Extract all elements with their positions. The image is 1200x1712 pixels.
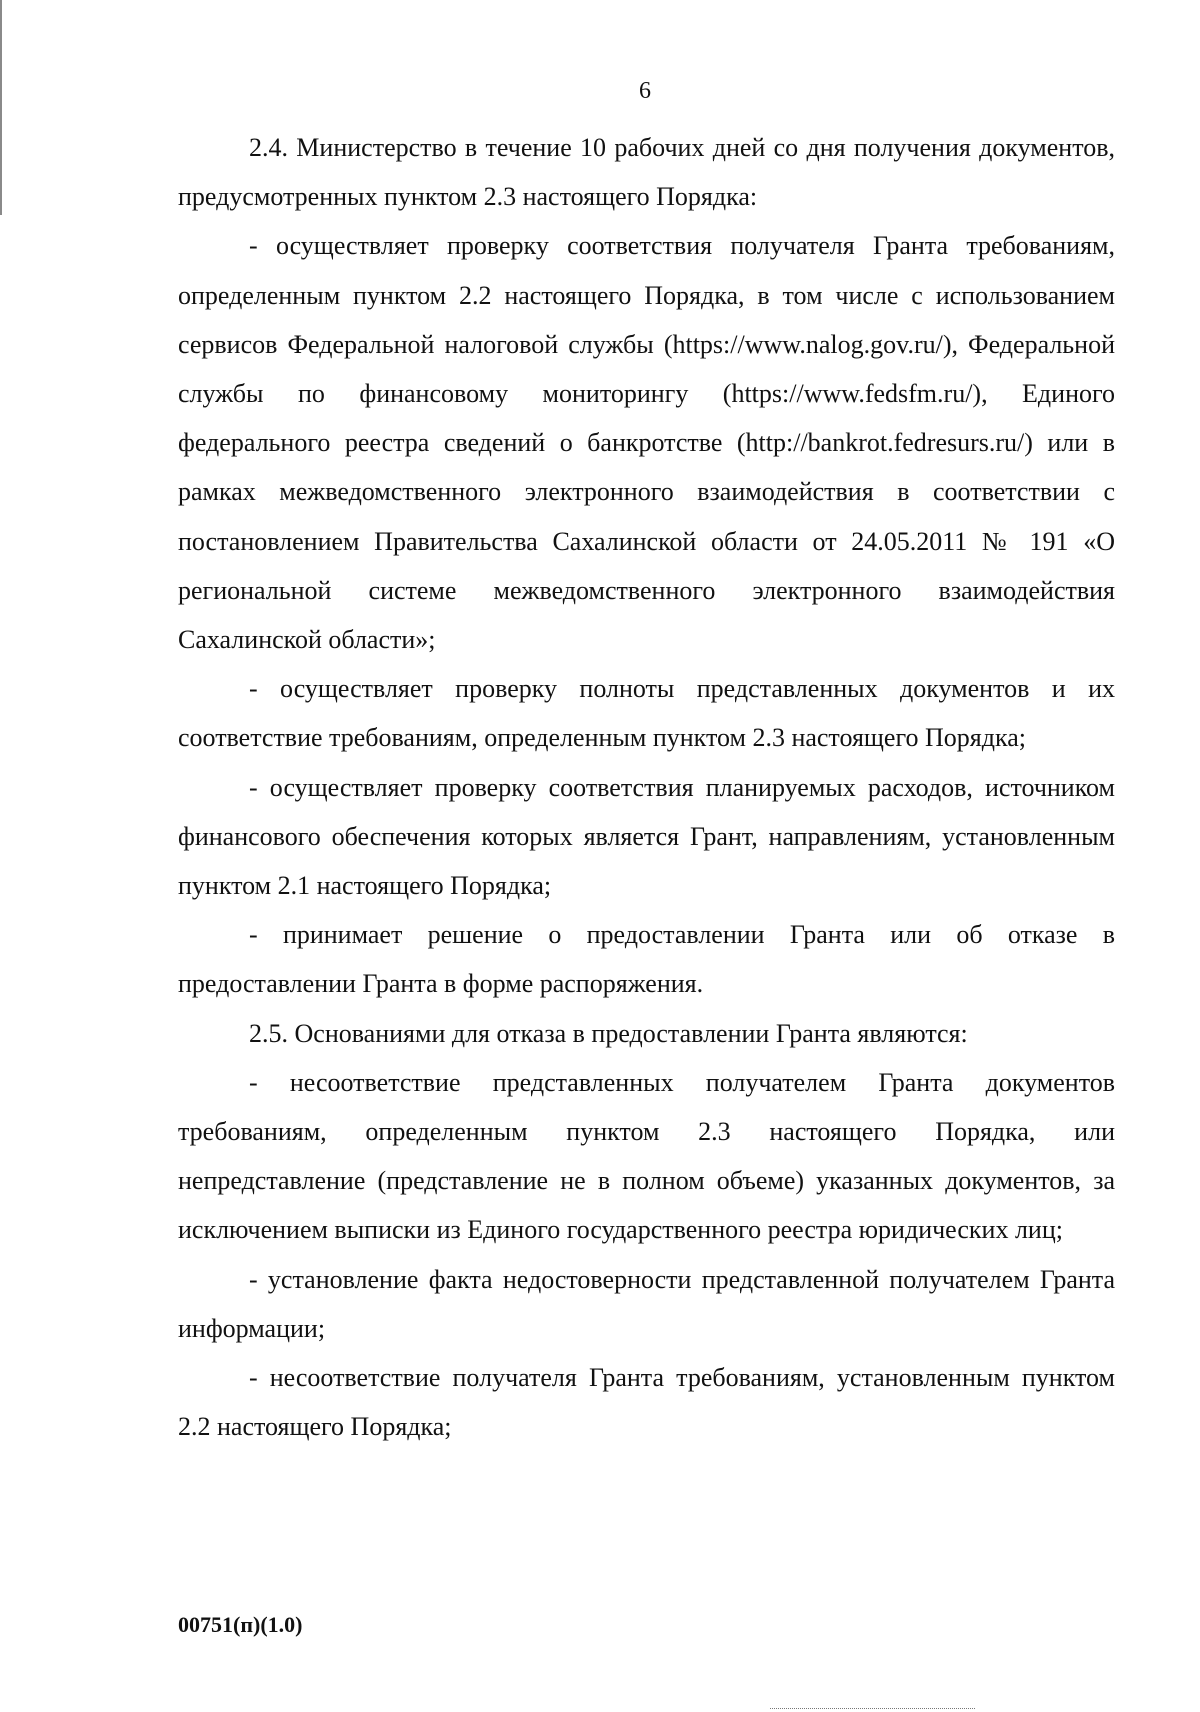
bottom-scan-mark: [770, 1708, 975, 1710]
paragraph-2-5: 2.5. Основаниями для отказа в предоставлении Гранта являются:: [249, 1018, 968, 1048]
footer-document-code: 00751(п)(1.0): [178, 1612, 303, 1637]
scan-edge-line: [0, 0, 2, 215]
paragraph-refusal-documents: - несоответствие представленных получателем Гранта документов требованиям, определенным пунктом 2.3 настоящего Порядка, или непредставление (представление не в полном объеме) указанных документов, за исключением выписки из Единого государственного реестра юридических лиц;: [178, 1067, 1115, 1245]
document-body: [178, 123, 1115, 1451]
paragraph-check-completeness: - осуществляет проверку полноты представленных документов и их соответствие требованиям, определенным пунктом 2.3 настоящего Порядка;: [178, 674, 1115, 753]
paragraph-refusal-false-info: - установление факта недостоверности представленной получателем Гранта информации;: [178, 1264, 1115, 1343]
paragraph-2-4: 2.4. Министерство в течение 10 рабочих дней со дня получения документов, предусмотренных пунктом 2.3 настоящего Порядка:: [178, 133, 1115, 212]
paragraph-refusal-noncompliance: - несоответствие получателя Гранта требованиям, установленным пунктом 2.2 настоящего Порядка;: [178, 1363, 1115, 1442]
paragraph-decision: - принимает решение о предоставлении Гранта или об отказе в предоставлении Гранта в форме распоряжения.: [178, 920, 1115, 999]
paragraph-check-requirements: - осуществляет проверку соответствия получателя Гранта требованиям, определенным пунктом 2.2 настоящего Порядка, в том числе с использованием сервисов Федеральной налоговой службы (https://www.nalog.gov.ru/), Федеральной службы по финансовому мониторингу (https://www.fedsfm.ru/), Единого федерального реестра сведений о банкротстве (http://bankrot.fedresurs.ru/) или в рамках межведомственного электронного взаимодействия в соответствии с постановлением Правительства Сахалинской области от 24.05.2011 № 191 «О региональной системе межведомственного электронного взаимодействия Сахалинской области»;: [178, 231, 1115, 655]
page-number: 6: [639, 78, 651, 104]
paragraph-check-expenses: - осуществляет проверку соответствия планируемых расходов, источником финансового обеспечения которых является Грант, направлениям, установленным пунктом 2.1 настоящего Порядка;: [178, 772, 1115, 901]
